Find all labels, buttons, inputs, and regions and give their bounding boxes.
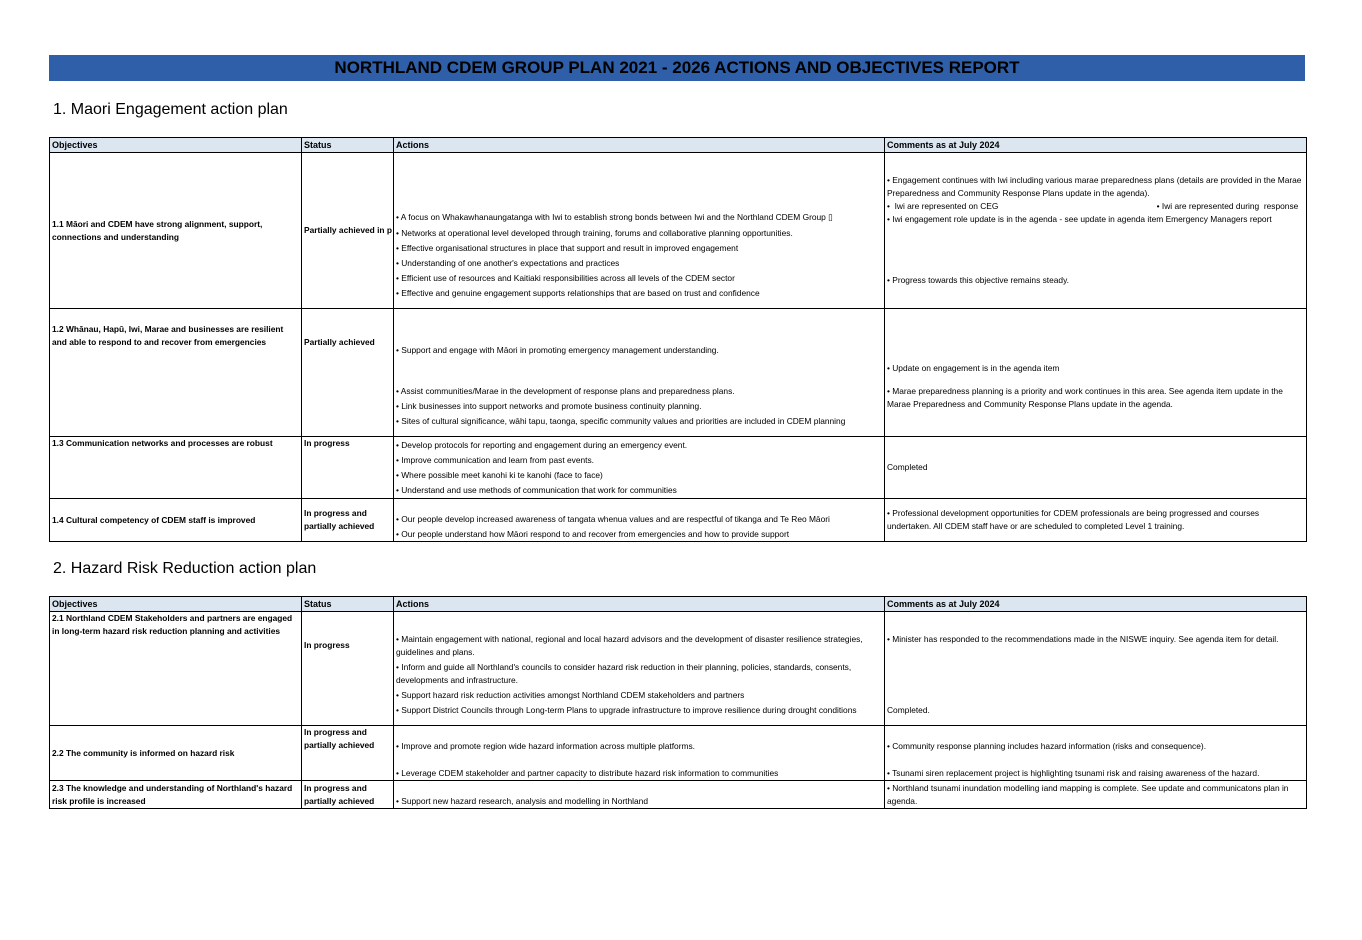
comments-cell bbox=[885, 499, 1307, 542]
actions-cell bbox=[394, 309, 885, 437]
comments-cell bbox=[885, 612, 1307, 726]
objective-cell: 2.2 The community is informed on hazard risk bbox=[50, 726, 302, 781]
comment-item: Completed. bbox=[887, 705, 930, 715]
header-status: Status bbox=[302, 138, 394, 153]
action-item: • Support new hazard research, analysis and modelling in Northland bbox=[396, 796, 648, 806]
table-header-row bbox=[50, 138, 1307, 153]
action-item: • Improve communication and learn from past events. bbox=[396, 454, 594, 465]
objective-cell: 1.4 Cultural competency of CDEM staff is improved bbox=[50, 499, 302, 542]
action-item: • Effective organisational structures in place that support and result in improved engagement bbox=[396, 242, 739, 253]
action-item: • Develop protocols for reporting and engagement during an emergency event. bbox=[396, 439, 688, 450]
comment-item: Completed bbox=[887, 462, 928, 472]
status-cell: In progress and partially achieved bbox=[302, 726, 394, 781]
action-item: • Leverage CDEM stakeholder and partner capacity to distribute hazard risk information to communities bbox=[396, 767, 779, 778]
comment-item: • Northland tsunami inundation modelling iand mapping is complete. See update and communicatons plan in agenda. bbox=[887, 782, 1289, 806]
comments-cell bbox=[885, 153, 1307, 309]
header-actions: Actions bbox=[394, 138, 885, 153]
maori-engagement-table bbox=[49, 137, 1307, 542]
action-item: • Networks at operational level developed through training, forums and collaborative planning opportunities. bbox=[396, 227, 793, 238]
table-row bbox=[50, 153, 1307, 309]
table-header-row bbox=[50, 597, 1307, 612]
objective-cell: 2.1 Northland CDEM Stakeholders and partners are engaged in long-term hazard risk reduction planning and activities bbox=[50, 612, 302, 726]
actions-cell bbox=[394, 612, 885, 726]
table-row bbox=[50, 499, 1307, 542]
action-item: • Understanding of one another's expectations and practices bbox=[396, 257, 620, 268]
action-item: • Assist communities/Marae in the development of response plans and preparedness plans. bbox=[396, 386, 735, 396]
section-title-hazard-risk-reduction: 2. Hazard Risk Reduction action plan bbox=[53, 560, 317, 577]
comment-item: • Iwi engagement role update is in the agenda - see update in agenda item Emergency Managers report bbox=[887, 214, 1272, 224]
actions-cell bbox=[394, 726, 885, 781]
comments-cell bbox=[885, 726, 1307, 781]
header-comments: Comments as at July 2024 bbox=[885, 138, 1307, 153]
action-item: • Our people develop increased awareness of tangata whenua values and are respectful of tikanga and Te Reo Māori bbox=[396, 513, 830, 524]
comment-item: • Marae preparedness planning is a priority and work continues in this area. See agenda item update in the Marae Preparedness and Community Response Plans update in the agenda. bbox=[887, 385, 1283, 409]
action-item: • Support hazard risk reduction activities amongst Northland CDEM stakeholders and partners bbox=[396, 690, 745, 700]
status-cell: In progress bbox=[302, 437, 394, 499]
action-item: • Sites of cultural significance, wāhi tapu, taonga, specific community values and priorities are included in CDEM planning bbox=[396, 416, 846, 426]
action-item: • Link businesses into support networks and promote business continuity planning. bbox=[396, 401, 702, 411]
action-item: • Where possible meet kanohi ki te kanohi (face to face) bbox=[396, 469, 603, 480]
comment-item: • Update on engagement is in the agenda item bbox=[887, 362, 1060, 373]
table-row bbox=[50, 437, 1307, 499]
actions-cell bbox=[394, 437, 885, 499]
objective-cell: 1.3 Communication networks and processes are robust bbox=[50, 437, 302, 499]
header-status: Status bbox=[302, 597, 394, 612]
comment-item: • Community response planning includes hazard information (risks and consequence). bbox=[887, 740, 1207, 751]
status-cell: In progress bbox=[302, 612, 394, 726]
comment-item: • Progress towards this objective remains steady. bbox=[887, 275, 1069, 285]
action-item: • Inform and guide all Northland's councils to consider hazard risk reduction in their planning, policies, standards, consents, developments and infrastructure. bbox=[396, 662, 852, 685]
status-cell: In progress and partially achieved bbox=[302, 499, 394, 542]
comment-item: • Tsunami siren replacement project is highlighting tsunami risk and raising awareness of the hazard. bbox=[887, 767, 1260, 778]
table-row bbox=[50, 726, 1307, 781]
comments-cell bbox=[885, 437, 1307, 499]
report-title-banner bbox=[49, 55, 1305, 81]
header-objectives: Objectives bbox=[50, 597, 302, 612]
table-row bbox=[50, 612, 1307, 726]
header-actions: Actions bbox=[394, 597, 885, 612]
hazard-risk-reduction-table bbox=[49, 596, 1307, 809]
comment-item: • Engagement continues with Iwi including various marae preparedness plans (details are provided in the Marae Preparedness and Community Response Plans update in the agenda). bbox=[887, 175, 1302, 198]
comment-item: • Minister has responded to the recommendations made in the NISWE inquiry. See agenda item for detail. bbox=[887, 634, 1279, 644]
action-item: • Improve and promote region wide hazard information across multiple platforms. bbox=[396, 740, 695, 751]
actions-cell bbox=[394, 499, 885, 542]
action-item: • Understand and use methods of communication that work for communities bbox=[396, 484, 677, 495]
objective-cell: 1.2 Whānau, Hapū, Iwi, Marae and businesses are resilient and able to respond to and recover from emergencies bbox=[50, 309, 302, 437]
action-item: • Efficient use of resources and Kaitiaki responsibilities across all levels of the CDEM sector bbox=[396, 272, 735, 283]
action-item: • Maintain engagement with national, regional and local hazard advisors and the development of disaster resilience strategies, guidelines and plans. bbox=[396, 634, 863, 657]
action-item: • Effective and genuine engagement supports relationships that are based on trust and confidence bbox=[396, 287, 760, 298]
action-item: • Support District Councils through Long-term Plans to upgrade infrastructure to improve resilience during drought conditions bbox=[396, 705, 857, 715]
comments-cell bbox=[885, 309, 1307, 437]
header-comments: Comments as at July 2024 bbox=[885, 597, 1307, 612]
action-item: • Support and engage with Māori in promoting emergency management understanding. bbox=[396, 345, 719, 355]
report-title: NORTHLAND CDEM GROUP PLAN 2021 - 2026 ACTIONS AND OBJECTIVES REPORT bbox=[334, 58, 1020, 77]
table-row bbox=[50, 309, 1307, 437]
comments-cell bbox=[885, 781, 1307, 809]
action-item: • Our people understand how Māori respond to and recover from emergencies and how to provide support bbox=[396, 528, 790, 539]
actions-cell bbox=[394, 153, 885, 309]
objective-cell: 1.1 Māori and CDEM have strong alignment, support, connections and understanding bbox=[50, 153, 302, 309]
comment-item: • Iwi are represented on CEG • Iwi are represented during response bbox=[887, 201, 1299, 211]
table-row bbox=[50, 781, 1307, 809]
section-title-maori-engagement: 1. Maori Engagement action plan bbox=[53, 101, 288, 118]
status-cell: Partially achieved in p bbox=[302, 153, 394, 309]
comment-item: • Professional development opportunities for CDEM professionals are being progressed and courses undertaken. All CDEM staff have or are scheduled to completed Level 1 training. bbox=[887, 508, 1260, 531]
action-item: • A focus on Whakawhanaungatanga with Iwi to establish strong bonds between Iwi and the Northland CDEM Group ▯ bbox=[396, 211, 833, 222]
status-cell: Partially achieved bbox=[302, 309, 394, 437]
status-cell: In progress and partially achieved bbox=[302, 781, 394, 809]
actions-cell bbox=[394, 781, 885, 809]
header-objectives: Objectives bbox=[50, 138, 302, 153]
objective-cell: 2.3 The knowledge and understanding of Northland's hazard risk profile is increased bbox=[50, 781, 302, 809]
